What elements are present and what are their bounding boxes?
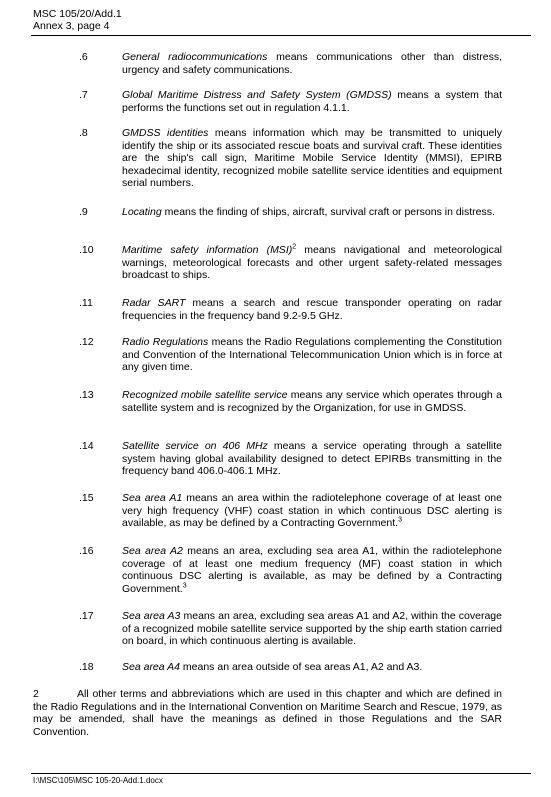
item-number: .13 xyxy=(79,389,94,401)
item-number: .12 xyxy=(79,336,94,348)
item-number: .15 xyxy=(79,492,94,504)
item-text xyxy=(122,492,502,530)
item-definition: means an area within the radiotelephone coverage of at least one very high frequency (VHF) coast station in which continuous DSC alerting is available, as may be defined by a Contracting Government. xyxy=(122,492,502,529)
item-number: .7 xyxy=(79,89,88,101)
item-text xyxy=(122,297,502,322)
item-text xyxy=(122,127,502,190)
footer-divider xyxy=(31,773,531,774)
item-text xyxy=(122,389,502,414)
item-definition: means information which may be transmitted to uniquely identify the ship or its associated rescue boats and survival craft. These identities are the ship's call sign, Maritime Mobile Service Identity (MMSI), EPIRB hexadecimal identity, recognized mobile satellite service identities and equipment serial numbers. xyxy=(122,127,502,189)
item-definition: means an area, excluding sea areas A1 and A2, within the coverage of a recognized mobile satellite service supported by the ship earth station carried on board, in which continuous alerting is available. xyxy=(122,610,502,647)
item-definition: means a service operating through a satellite system having global availability designed to detect EPIRBs transmitting in the frequency band 406.0-406.1 MHz. xyxy=(122,440,502,477)
item-text xyxy=(122,206,502,219)
page-reference: Annex 3, page 4 xyxy=(33,20,110,32)
item-definition: means any service which operates through a satellite system and is recognized by the Organization, for use in GMDSS. xyxy=(122,389,502,414)
item-number: .10 xyxy=(79,244,94,256)
item-text xyxy=(122,610,502,648)
document-header xyxy=(33,8,122,32)
item-term: Sea area A2 xyxy=(122,545,183,557)
document-symbol: MSC 105/20/Add.1 xyxy=(33,8,122,20)
paragraph-number: 2 xyxy=(33,688,39,700)
item-text xyxy=(122,661,502,674)
item-text xyxy=(122,440,502,478)
item-definition: means a system that performs the functions set out in regulation 4.1.1. xyxy=(122,89,502,114)
item-number: .8 xyxy=(79,127,88,139)
item-text xyxy=(122,244,502,282)
item-number: .17 xyxy=(79,610,94,622)
item-term: Locating xyxy=(122,206,162,218)
item-number: .6 xyxy=(79,51,88,63)
item-term: Satellite service on 406 MHz xyxy=(122,440,268,452)
item-number: .9 xyxy=(79,206,88,218)
item-definition: means an area outside of sea areas A1, A2 and A3. xyxy=(180,661,423,673)
footnote-ref: 3 xyxy=(398,516,402,524)
paragraph-text: All other terms and abbreviations which are used in this chapter and which are defined in the Radio Regulations and in the International Convention on Maritime Search and Rescue, 1979, as may be amended, shall have the meanings as defined in those Regulations and the SAR Convention. xyxy=(33,688,502,738)
footer-file-path: I:\MSC\105\MSC 105-20-Add.1.docx xyxy=(33,776,163,785)
item-text xyxy=(122,336,502,374)
item-definition: means communications other than distress, urgency and safety communications. xyxy=(122,51,503,76)
item-term: Sea area A1 xyxy=(122,492,183,504)
item-number: .16 xyxy=(79,545,94,557)
item-number: .18 xyxy=(79,661,94,673)
item-number: .14 xyxy=(79,440,94,452)
item-definition: means the finding of ships, aircraft, survival craft or persons in distress. xyxy=(161,206,495,218)
item-term: Radio Regulations xyxy=(122,336,209,348)
footnote-ref: 2 xyxy=(292,243,297,251)
item-term: Maritime safety information (MSI) xyxy=(122,244,293,256)
item-definition: means an area, excluding sea area A1, within the radiotelephone coverage of at least one medium frequency (MF) coast station in which continuous DSC alerting is available, as may be defined by a Contracting Government. xyxy=(122,545,502,595)
item-term: Sea area A3 xyxy=(122,610,181,622)
item-definition: means the Radio Regulations complementing the Constitution and Convention of the International Telecommunication Union which is in force at any given time. xyxy=(122,336,502,373)
item-term: Recognized mobile satellite service xyxy=(122,389,288,401)
item-definition: means navigational and meteorological warnings, meteorological forecasts and other urgent safety-related messages broadcast to ships. xyxy=(122,244,502,281)
item-term: Sea area A4 xyxy=(122,661,180,673)
item-text xyxy=(122,51,502,76)
item-text xyxy=(122,545,502,595)
paragraph-2 xyxy=(33,688,502,738)
header-divider xyxy=(31,35,531,36)
item-term: GMDSS identities xyxy=(122,127,209,139)
item-definition: means a search and rescue transponder operating on radar frequencies in the frequency band 9.2-9.5 GHz. xyxy=(122,297,502,322)
item-term: Global Maritime Distress and Safety System (GMDSS) xyxy=(122,89,392,101)
item-text xyxy=(122,89,502,114)
item-term: General radiocommunications xyxy=(122,51,268,63)
item-term: Radar SART xyxy=(122,297,186,309)
footnote-ref: 3 xyxy=(182,582,187,589)
item-number: .11 xyxy=(79,297,93,309)
